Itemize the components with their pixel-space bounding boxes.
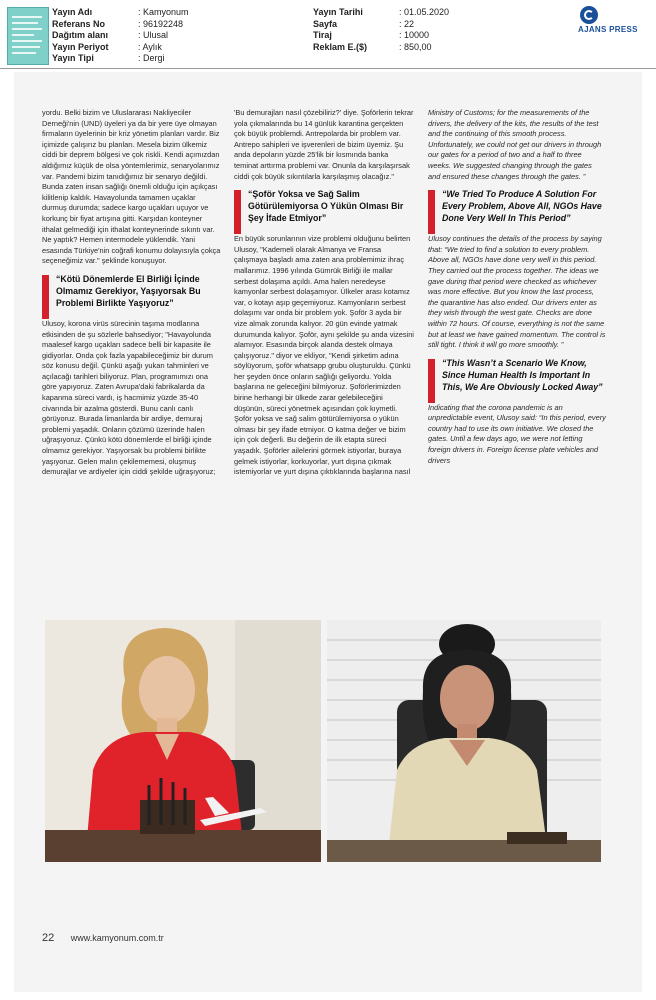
clipping-header bbox=[0, 0, 656, 70]
logo-text: AJANS PRESS bbox=[578, 25, 638, 34]
meta-value: : Ulusal bbox=[138, 30, 169, 40]
meta-value: : 10000 bbox=[399, 30, 430, 40]
page-footer bbox=[42, 932, 164, 944]
meta-label: Referans No bbox=[52, 18, 106, 29]
photo-illustration bbox=[45, 620, 321, 862]
paragraph: Ulusoy, korona virüs sürecinin taşıma modlarına etkisinden de şu sözlerle bahsediyor; "Havayolunda maalesef kargo uçakları sadece belli bir kapasite ile gidiyorlar. Onda çok fazla yapabileceğimiz bir durum söz konusu değil. Çünkü aşağı yukarı tahminleri ve açılacağı tarihleri biliyoruz. Plan, programımızı ona göre yapıyoruz. Zaten Avrupa'daki fabrikalarda da kapanma süreci vardı, iş hacmimiz yüzde 35-40 civarında bir azalma gösterdi. Bunu canlı canlı görüyoruz. Burada limanlarda bir ardiye, demuraj problemi yaşadık. Onların çözümü üzerinde halen uğraşıyoruz. Çünkü kötü dönemlerde el birliği içinde olmamız gerekiyor. Yaşıyorsak bu problemi birlikte yaşıyoruz. Gelen malın çekilememesi, oluşmuş demurajlar ve ardiyeler için ciddi şekilde uğraşıyoruz; bbox=[42, 318, 216, 477]
ajans-press-logo bbox=[578, 6, 652, 34]
meta-value: : 01.05.2020 bbox=[399, 7, 450, 17]
paragraph: yordu. Belki bizim ve Uluslararası Nakliyeciler Derneği'nin (UND) üyeleri ya da bir yere üye olmayan firmaların üyelerinin bir kriz yönetim planları vardır. Biz içimizde çalışırız bu planları. Mesela bizim ülkemiz ciddi bir deprem bölgesi ve çok riskli. Kendi açımızdan aldığımız küçük de olsa yöntemlerimiz, senaryolarımız var. Pandemi bizim tanıdığımız bir senaryo değildi. Bunda zaten insan sağlığı önemli olduğu için açıkçası kilitlenip kaldık. Havayolunda tamamen uçaklar durmuş durumda; sadece kargo uçakları uçuyor ve korkunç bir fiyat artışına gitti. Karşıdan konteyner ithalat gelmediği için ithalat konteynerinde sıkıntı var. Ne yaptık? Hemen intermodele yüklendik. Yani esasında Türkiye'nin coğrafi konumu dolayısıyla çokça seçeneğimiz var." şeklinde konuşuyor. bbox=[42, 108, 221, 266]
meta-label: Yayın Tarihi bbox=[313, 7, 363, 17]
photo-illustration bbox=[327, 620, 601, 862]
meta-label: Dağıtım alanı bbox=[52, 30, 109, 40]
article-column-3 bbox=[428, 108, 606, 472]
logo-icon bbox=[580, 6, 598, 24]
photo-woman-dark-hair bbox=[327, 620, 601, 862]
header-divider bbox=[0, 68, 656, 69]
meta-label: Sayfa bbox=[313, 18, 338, 29]
paragraph: Indicating that the corona pandemic is an unpredictable event, Ulusoy said: “In this period, every country had to use its own initiative. We closed the gates. Until a few days ago, we were not letting foreign drivers in. Foreign license plate vehicles and drivers bbox=[428, 402, 606, 465]
subheading: “This Wasn’t a Scenario We Know, Since Human Health Is Important In This, We Are Obviously Locked Away” bbox=[442, 357, 603, 392]
article-column-1 bbox=[42, 108, 222, 484]
subheading-block bbox=[42, 273, 222, 309]
meta-value: : 96192248 bbox=[138, 18, 184, 29]
paragraph: 'Bu demurajları nasıl çözebiliriz?' diye. Şoförlerin tekrar yola çıkmalarında bu 14 günlük karantina gerçekten çok büyük problemdi. Antrepolarda bir problem var. Antrepo sahipleri ve işverenleri de bizim üyemiz. Şu anda depoların yüzde 25'lik bir kısmında banka teminat arttırma problemi var. Onunla da karşılaşırsak ciddi çok büyük sıkıntılarla karşılaşmış olacağız." bbox=[234, 108, 414, 181]
red-accent-bar bbox=[428, 359, 435, 403]
meta-value: : 22 bbox=[399, 18, 415, 29]
meta-value: : Dergi bbox=[138, 53, 165, 63]
meta-value: : Aylık bbox=[138, 41, 162, 52]
meta-label: Yayın Adı bbox=[52, 7, 93, 17]
subheading: “Kötü Dönemlerde El Birliği İçinde Olmamız Gerekiyor, Yaşıyorsak Bu Problemi Birlikte Yaşıyoruz” bbox=[56, 273, 201, 308]
page-number: 22 bbox=[42, 932, 55, 944]
meta-label: Yayın Periyot bbox=[52, 41, 109, 52]
red-accent-bar bbox=[234, 190, 241, 234]
meta-label: Tiraj bbox=[313, 30, 332, 40]
subheading-block bbox=[234, 188, 414, 224]
meta-right bbox=[313, 7, 449, 53]
meta-value: : 850,00 bbox=[399, 41, 432, 52]
paragraph: En büyük sorunlarının vize problemi olduğunu belirten Ulusoy, "Kademeli olarak Almanya ve Fransa çalışmaya başladı ama zaten ana problemimiz ihraç mallarımız. 1996 yılında Gümrük Birliği ile mallar serbest dolaşıma açıldı. Ama halen neredeyse kamyonlar serbest dolaşamıyor. Ülkeler arası kotamız var, o kotayı aşıp geçemiyoruz. Kamyonların serbest dolaşımı var onda bir problem yok. Şoför 3 ayda bir vize almak zorunda kalıyor. 20 gün evinde yatmak durumunda kalıyor. Şoför, aynı şekilde şu anda vizesini alamıyor. Esasında birçok alanda destek olmaya çalışıyoruz." diyor ve ekliyor, "Kendi şirketim adına söylüyorum, şoför whatsapp grubu oluşturuldu. Çünkü her şeyden önce onların sağlığı geliyordu. Yolda başlarına ne geleceğini bilmiyoruz. Şoförlerimizden birine herhangi bir ülkede zarar gelebileceğini düşünün, süreci yönetmek açısından çok kıymetli. Şoför yoksa ve sağ salim götürülemiyorsa o yükün olması bir şey ifade etmiyor. O katma değer ve bizim için çok değerli. Bu değerin de ilk etapta süreci yaşadık. Şoförler ailelerini görmek istiyorlar, buraya gelmek istiyorlar, korkuyorlar, yurt dışına çıkmak istemiyorlar ve yurt dışına çıktıklarında başlarına nasıl bbox=[234, 234, 414, 477]
photo-woman-red-blouse bbox=[45, 620, 321, 862]
page-thumbnail bbox=[7, 7, 49, 65]
website-link[interactable]: www.kamyonum.com.tr bbox=[70, 933, 164, 943]
meta-label: Yayın Tipi bbox=[52, 53, 94, 63]
paragraph: Ulusoy continues the details of the process by saying that: “We tried to find a solution to every problem. Above all, NGOs have done very well in this period. They carried out the process together. The ideas we gave during that period were checked as whichever was more effective. But you know the last process, the quarantine has also ended. Our drivers enter as they wish through the west gate. Checks are done within 72 hours. Of course, everything is not the same but at least we have gained momentum. The control is still tight. I think it will go more smoothly. ” bbox=[428, 234, 606, 350]
red-accent-bar bbox=[42, 275, 49, 319]
paragraph: Ministry of Customs; for the measurements of the drivers, the delivery of the kits, the results of the test and the continuing of this smooth process. Unfortunately, we could not get our drivers in through our gates for a period of two and a half to three weeks. We suggested changing through the gates and ensured these changes through the gates. ” bbox=[428, 108, 602, 181]
subheading-block bbox=[428, 357, 606, 393]
red-accent-bar bbox=[428, 190, 435, 234]
meta-left bbox=[52, 7, 189, 65]
meta-label: Reklam E.($) bbox=[313, 41, 368, 52]
article-column-2 bbox=[234, 108, 414, 484]
meta-value: : Kamyonum bbox=[138, 7, 189, 17]
subheading: “Şoför Yoksa ve Sağ Salim Götürülemiyorsa O Yükün Olması Bir Şey İfade Etmiyor” bbox=[248, 189, 404, 224]
subheading-block bbox=[428, 188, 606, 224]
subheading: “We Tried To Produce A Solution For Every Problem, Above All, NGOs Have Done Very Well In This Period” bbox=[442, 189, 602, 224]
